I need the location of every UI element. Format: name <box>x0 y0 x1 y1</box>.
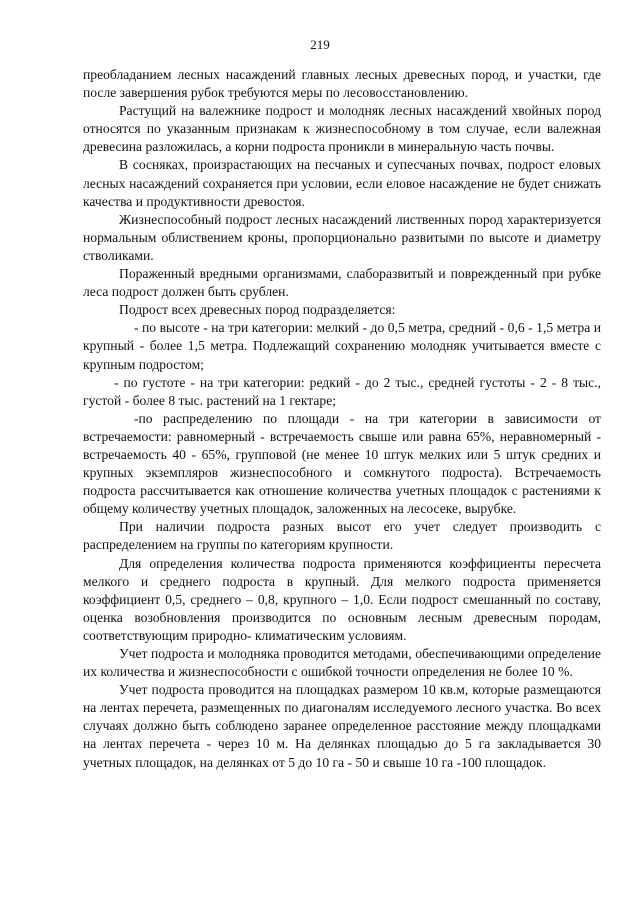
paragraph: Пораженный вредными организмами, слаборазвитый и поврежденный при рубке леса подрост должен быть срублен. <box>83 266 601 300</box>
paragraph: преобладанием лесных насаждений главных лесных древесных пород, и участки, где после завершения рубок требуются меры по лесовосстановлению. <box>83 67 601 101</box>
body-text <box>83 66 601 772</box>
paragraph: Жизнеспособный подрост лесных насаждений лиственных пород характеризуется нормальным облиствением кроны, пропорционально развитыми по высоте и диаметру стволиками. <box>83 211 601 263</box>
list-item: - по густоте - на три категории: редкий - до 2 тыс., средней густоты - 2 - 8 тыс., густой - более 8 тыс. растений на 1 гектаре; <box>83 374 601 408</box>
paragraph: Растущий на валежнике подрост и молодняк лесных насаждений хвойных пород относятся по указанным признакам к жизнеспособному в том случае, если валежная древесина разложилась, а корни подроста проникли в минеральную часть почвы. <box>83 103 601 155</box>
paragraph: В сосняках, произрастающих на песчаных и супесчаных почвах, подрост еловых лесных насаждений сохраняется при условии, если еловое насаждение не будет снижать качества и продуктивности древостоя. <box>83 157 601 209</box>
list-item: -по распределению по площади - на три категории в зависимости от встречаемости: равномерный - встречаемость свыше или равна 65%, неравномерный - встречаемость 40 - 65%, групповой (не менее 10 штук мелких или 5 штук средних и крупных экземпляров жизнеспособного и сомкнутого подроста). Встречаемость подроста рассчитывается как отношение количества учетных площадок с растениями к общему количеству учетных площадок, заложенных на лесосеке, вырубке. <box>83 410 601 517</box>
paragraph: При наличии подроста разных высот его учет следует производить с распределением на группы по категориям крупности. <box>83 519 601 553</box>
list-item: - по высоте - на три категории: мелкий - до 0,5 метра, средний - 0,6 - 1,5 метра и крупный - более 1,5 метра. Подлежащий сохранению молодняк учитывается вместе с крупным подростом; <box>83 320 601 372</box>
paragraph: Учет подроста и молодняка проводится методами, обеспечивающими определение их количества и жизнеспособности с ошибкой точности определения не более 10 %. <box>83 646 601 680</box>
paragraph: Подрост всех древесных пород подразделяется: <box>119 302 396 318</box>
paragraph: Учет подроста проводится на площадках размером 10 кв.м, которые размещаются на лентах перечета, размещенных по диагоналям исследуемого лесного участка. Во всех случаях должно быть соблюдено заранее определенное расстояние между площадками на лентах перечета - через 10 м. На делянках площадью до 5 га закладывается 30 учетных площадок, на делянках от 5 до 10 га - 50 и свыше 10 га -100 площадок. <box>83 682 601 770</box>
page-number: 219 <box>310 37 330 52</box>
paragraph: Для определения количества подроста применяются коэффициенты пересчета мелкого и среднего подроста в крупный. Для мелкого подроста применяется коэффициент 0,5, среднего – 0,8, крупного – 1,0. Если подрост смешанный по составу, оценка возобновления производится по основным лесным древесным породам, соответствующим природно- климатическим условиям. <box>83 555 601 643</box>
